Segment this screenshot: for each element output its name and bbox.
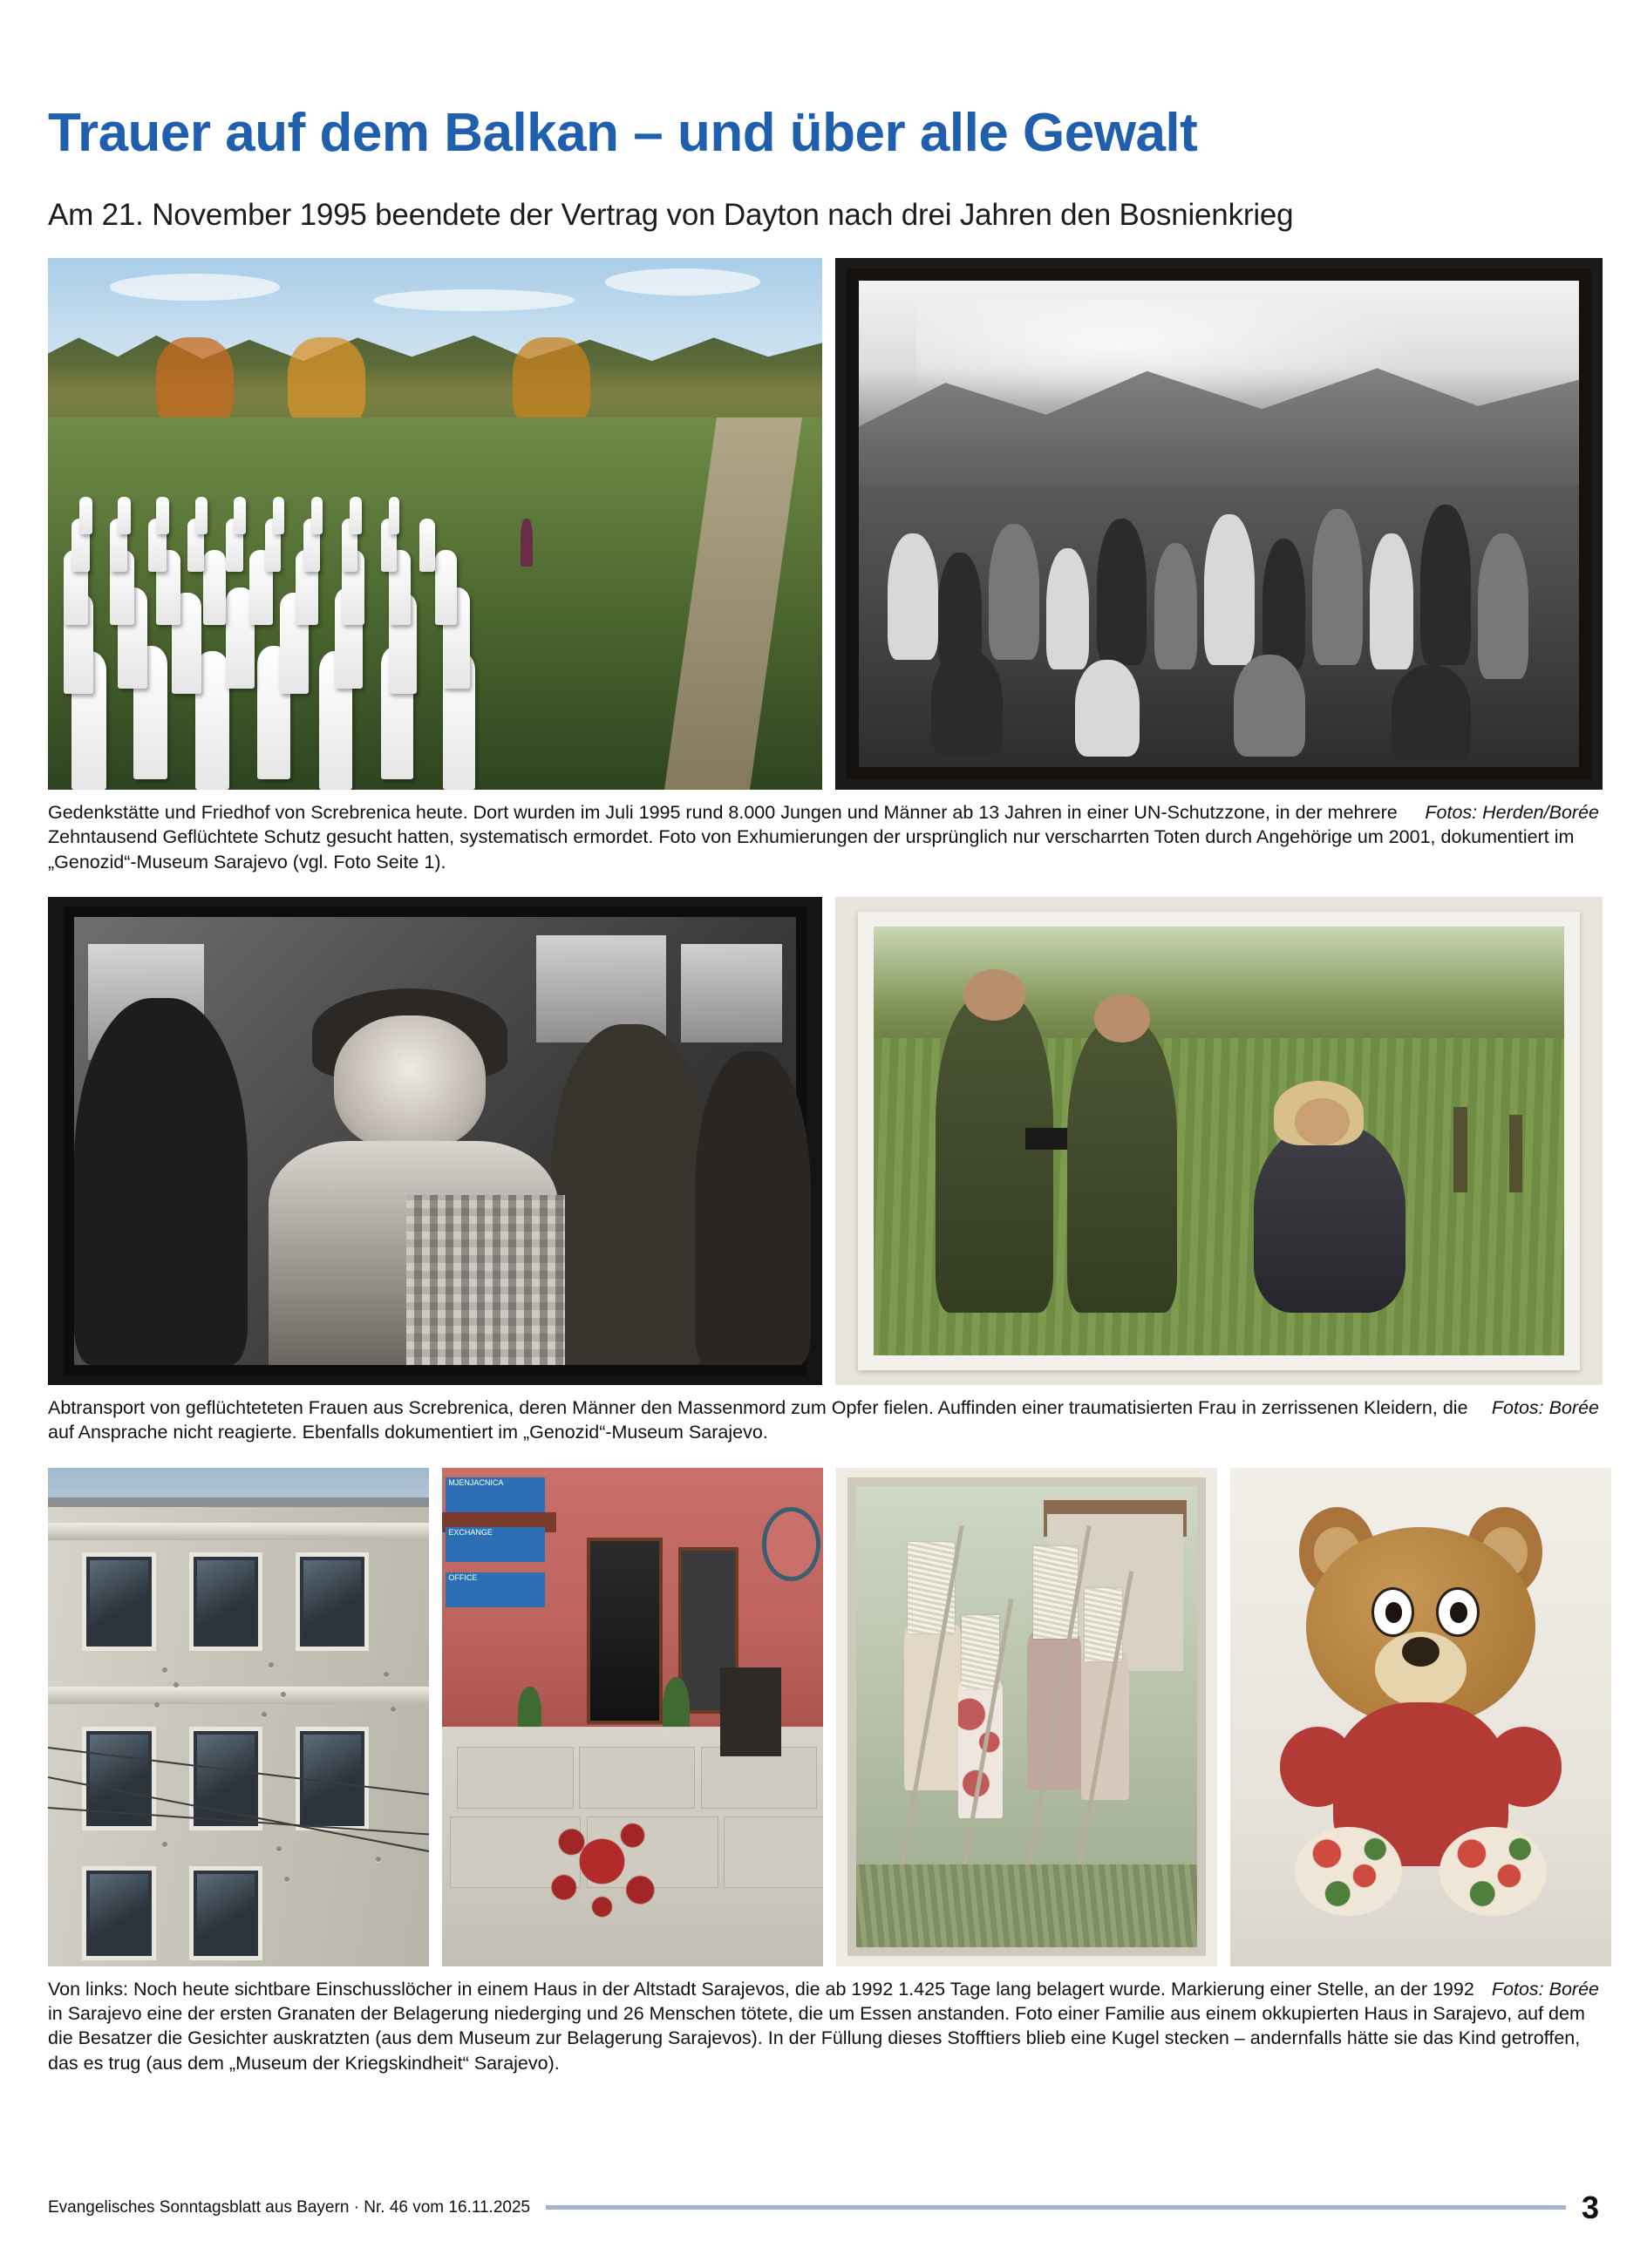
sign-office [446, 1572, 545, 1607]
photo-cemetery [48, 258, 822, 790]
footer-rule [546, 2205, 1566, 2210]
page-title: Trauer auf dem Balkan – und über alle Gewalt [48, 102, 1198, 163]
sign-exchange [446, 1527, 545, 1562]
photo-row-1 [48, 258, 1599, 790]
page-subtitle: Am 21. November 1995 beendete der Vertrag von Dayton nach drei Jahren den Bosnienkrieg [48, 197, 1294, 232]
caption-text-3: Von links: Noch heute sichtbare Einschusslöcher in einem Haus in der Altstadt Sarajevos, die ab 1992 1.425 Tage lang belagert wurde. Markierung einer Stelle, an der 1992 in Sarajevo eine der ersten Granaten der Belagerung niederging und 26 Menschen tötete, die um Essen anstanden. Foto einer Familie aus einem okkupierten Haus in Sarajevo, auf dem die Besatzer die Gesichter auskratzten (aus dem Museum zur Belagerung Sarajevos). In der Füllung dieses Stofftiers blieb eine Kugel stecken – andernfalls hätte sie das Kind getroffen, das es trug (aus dem „Museum der Kriegskindheit“ Sarajevo). [48, 1978, 1585, 2074]
newspaper-page [0, 37, 1647, 2268]
footer-source: Evangelisches Sonntagsblatt aus Bayern · Nr. 46 vom 16.11.2025 [48, 2197, 531, 2217]
sarajevo-rose-marking [526, 1796, 678, 1926]
sign-label-bottom: OFFICE [448, 1572, 478, 1582]
caption-credit-3: Fotos: Borée [1491, 1978, 1599, 2000]
photo-exhumation [835, 258, 1603, 790]
photo-field [835, 897, 1603, 1385]
caption-row-3 [48, 1977, 1599, 2076]
page-footer [48, 2190, 1599, 2226]
photo-row-2 [48, 897, 1599, 1385]
caption-row-2 [48, 1395, 1599, 1445]
photo-family [836, 1468, 1217, 1966]
photo-bus [48, 897, 822, 1385]
page-number: 3 [1581, 2189, 1599, 2225]
photo-teddy [1230, 1468, 1611, 1966]
caption-text-2: Abtransport von geflüchteteten Frauen aus Screbrenica, deren Männer den Massenmord zum Opfer fielen. Auffinden einer traumatisierten Frau in zerrissenen Kleidern, die auf Ansprache nicht reagierte. Ebenfalls dokumentiert im „Genozid“-Museum Sarajevo. [48, 1396, 1468, 1443]
photo-row-3 [48, 1468, 1599, 1966]
caption-credit-2: Fotos: Borée [1491, 1396, 1599, 1418]
caption-credit-1: Fotos: Herden/Borée [1425, 801, 1599, 823]
photo-facade [48, 1468, 429, 1966]
sign-mjenjacnica [446, 1477, 545, 1512]
caption-text-1: Gedenkstätte und Friedhof von Screbrenica heute. Dort wurden im Juli 1995 rund 8.000 Jungen und Männer ab 13 Jahren in einer UN-Schutzzone, in der mehrere Zehntausend Geflüchtete Schutz gesucht hatten, systematisch ermordet. Foto von Exhumierungen der ursprünglich nur verscharrten Toten durch Angehörige um 2001, dokumentiert im „Genozid“-Museum Sarajevo (vgl. Foto Seite 1). [48, 801, 1575, 873]
caption-row-1 [48, 800, 1599, 874]
sign-label-mid: EXCHANGE [448, 1528, 493, 1538]
sign-label-top: MJENJACNICA [448, 1478, 504, 1488]
photo-street-rose [442, 1468, 823, 1966]
